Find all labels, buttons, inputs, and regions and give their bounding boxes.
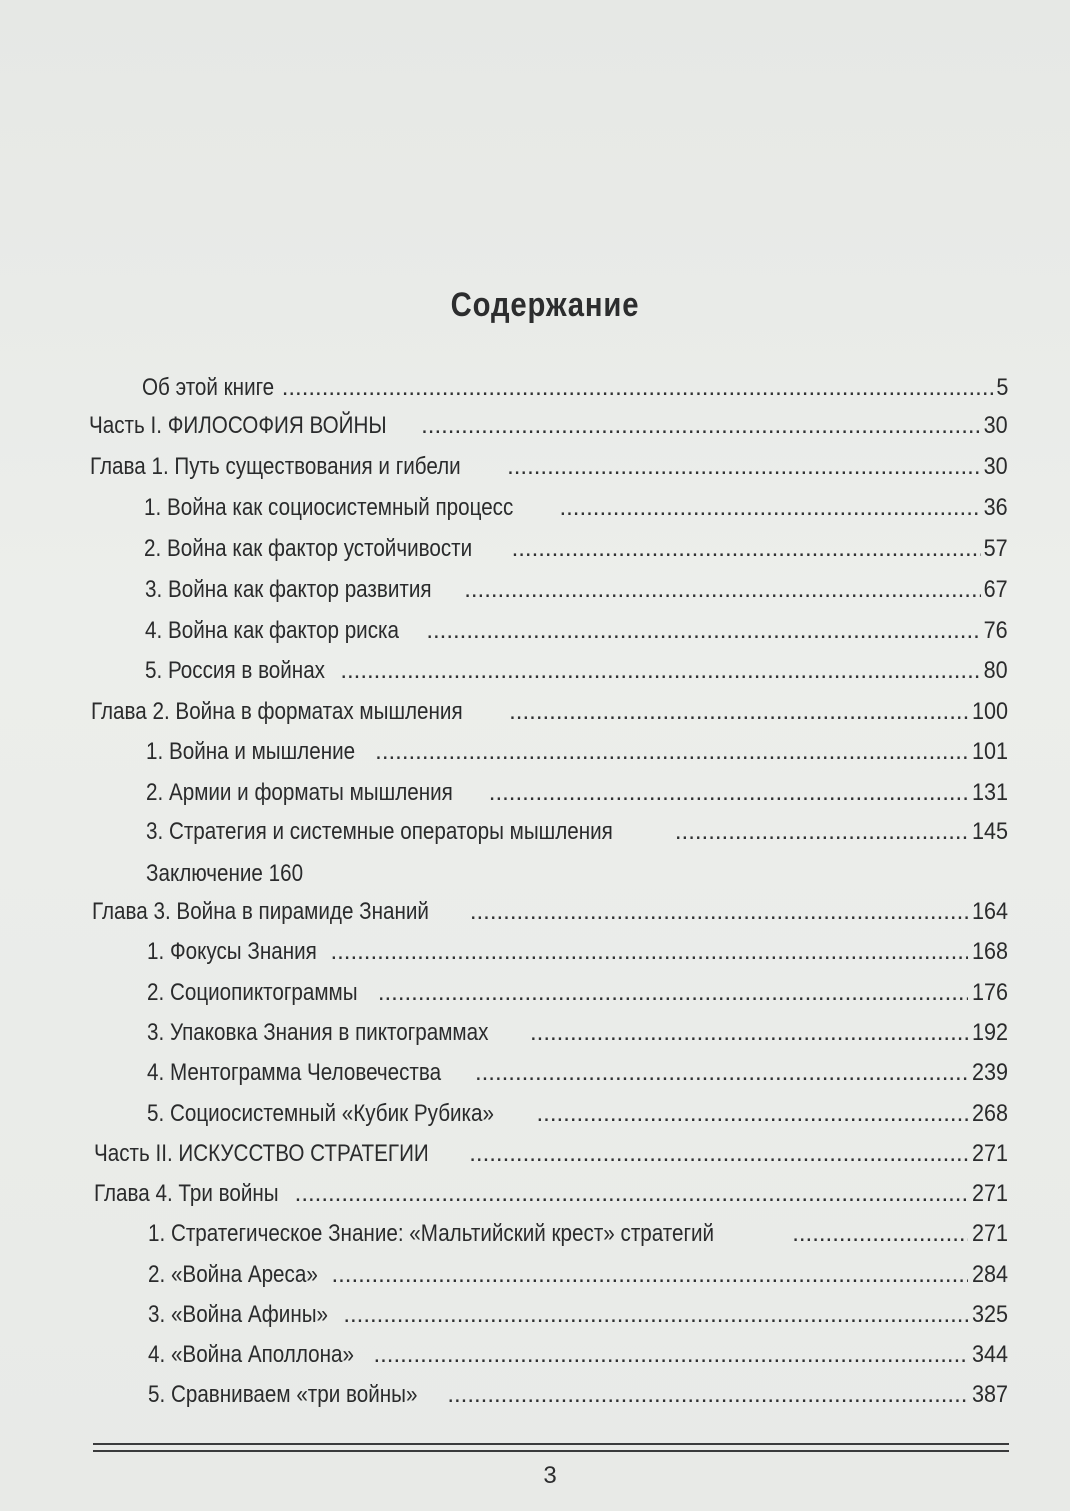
toc-entry-label: Заключение 160 [146,860,304,887]
toc-leader-dots [464,570,981,610]
toc-entry-label: 4. Ментограмма Человечества [147,1059,442,1086]
toc-entry [90,447,1008,487]
toc-entry-label: 4. «Война Аполлона» [148,1341,354,1368]
toc-leader-dots [530,1013,968,1053]
toc-entry-page: 168 [971,938,1008,965]
toc-entry-label: 1. Стратегическое Знание: «Мальтийский крест» стратегий [148,1220,715,1247]
toc-entry-page: 101 [971,738,1008,765]
toc-entry-label: 3. Война как фактор развития [145,576,432,603]
toc-entry [146,773,1008,813]
toc-leader-dots [507,447,981,487]
toc-entry [142,368,1008,408]
toc-leader-dots [512,529,982,569]
toc-entry [94,1174,1008,1214]
toc-entry-label: 5. Россия в войнах [145,657,326,684]
toc-entry-page: 67 [983,576,1008,603]
toc-entry [144,529,1008,569]
toc-leader-dots [373,1335,967,1375]
toc-entry-label: Глава 2. Война в форматах мышления [91,698,463,725]
toc-entry-page: 176 [971,979,1008,1006]
page-number: 3 [543,1462,557,1489]
toc-entry [145,611,1008,651]
page-title: Содержание [450,286,640,324]
toc-entry-page: 131 [971,779,1008,806]
toc-entry-label: 3. Упаковка Знания в пиктограммах [147,1019,489,1046]
toc-entry [147,1013,1008,1053]
toc-entry-label: 2. Война как фактор устойчивости [144,535,473,562]
toc-leader-dots [447,1375,968,1415]
toc-entry-label: Часть II. ИСКУССТВО СТРАТЕГИИ [94,1140,429,1167]
toc-entry-label: 1. Война как социосистемный процесс [144,494,514,521]
toc-entry [146,812,1008,852]
toc-entry [148,1295,1008,1335]
toc-entry [148,1214,1008,1254]
toc-entry-label: Часть I. ФИЛОСОФИЯ ВОЙНЫ [89,412,387,439]
toc-entry [146,732,1008,772]
toc-entry-page: 164 [971,898,1008,925]
toc-entry-page: 284 [971,1261,1008,1288]
toc-entry-page: 5 [995,374,1008,401]
toc-leader-dots [340,651,981,691]
toc-entry-label: 2. Социопиктограммы [147,979,358,1006]
toc-leader-dots [675,812,968,852]
toc-entry-label: Глава 4. Три войны [94,1180,279,1207]
toc-entry [146,854,1008,894]
toc-entry [147,1094,1008,1134]
toc-entry-page: 271 [971,1140,1008,1167]
toc-entry-page: 344 [971,1341,1008,1368]
toc-leader-dots [375,732,968,772]
toc-entry-label: 2. «Война Ареса» [148,1261,318,1288]
toc-entry-page: 387 [971,1381,1008,1408]
toc-leader-dots [792,1214,968,1254]
toc-entry-label: 3. «Война Афины» [148,1301,329,1328]
toc-entry-page: 36 [983,494,1008,521]
toc-entry-label: 4. Война как фактор риска [145,617,399,644]
toc-entry-page: 239 [971,1059,1008,1086]
toc-leader-dots [470,892,968,932]
toc-entry [91,692,1008,732]
toc-entry-label: Глава 1. Путь существования и гибели [90,453,461,480]
toc-leader-dots [489,773,968,813]
footer-rule-top [93,1443,1009,1445]
toc-leader-dots [330,932,968,972]
toc-entry [144,488,1008,528]
toc-leader-dots [331,1255,967,1295]
toc-entry [148,1335,1008,1375]
toc-entry-label: 2. Армии и форматы мышления [146,779,453,806]
toc-entry-page: 100 [971,698,1008,725]
toc-entry [145,570,1008,610]
toc-entry [94,1134,1008,1174]
footer-rule-bottom [93,1450,1009,1452]
toc-entry-page: 30 [983,412,1008,439]
toc-entry [147,932,1008,972]
toc-entry-label: 5. Социосистемный «Кубик Рубика» [147,1100,495,1127]
toc-entry [92,892,1008,932]
toc-entry-page: 268 [971,1100,1008,1127]
toc-entry-page: 325 [971,1301,1008,1328]
toc-entry-page: 57 [983,535,1008,562]
toc-entry-label: 3. Стратегия и системные операторы мышления [146,818,613,845]
toc-leader-dots [559,488,981,528]
toc-entry-page: 145 [971,818,1008,845]
toc-leader-dots [469,1134,968,1174]
toc-entry-page: 76 [983,617,1008,644]
toc-entry [148,1255,1008,1295]
toc-entry-label: 1. Фокусы Знания [147,938,317,965]
toc-entry-label: 1. Война и мышление [146,738,356,765]
toc-leader-dots [282,368,995,408]
toc-leader-dots [295,1174,968,1214]
toc-leader-dots [509,692,968,732]
toc-entry-page: 80 [983,657,1008,684]
toc-entry-page: 271 [971,1180,1008,1207]
toc-entry-page: 271 [971,1220,1008,1247]
toc-entry [89,406,1008,446]
toc-leader-dots [537,1094,968,1134]
toc-leader-dots [475,1053,968,1093]
toc-entry [145,651,1008,691]
toc-entry-page: 30 [983,453,1008,480]
toc-leader-dots [343,1295,968,1335]
toc-leader-dots [378,973,968,1013]
toc-entry-label: Глава 3. Война в пирамиде Знаний [92,898,429,925]
toc-entry [147,973,1008,1013]
toc-leader-dots [426,611,981,651]
toc-entry [148,1375,1008,1415]
toc-entry-label: 5. Сравниваем «три войны» [148,1381,418,1408]
toc-entry-label: Об этой книге [142,374,275,401]
toc-leader-dots [421,406,981,446]
toc-entry-page: 192 [971,1019,1008,1046]
toc-entry [147,1053,1008,1093]
